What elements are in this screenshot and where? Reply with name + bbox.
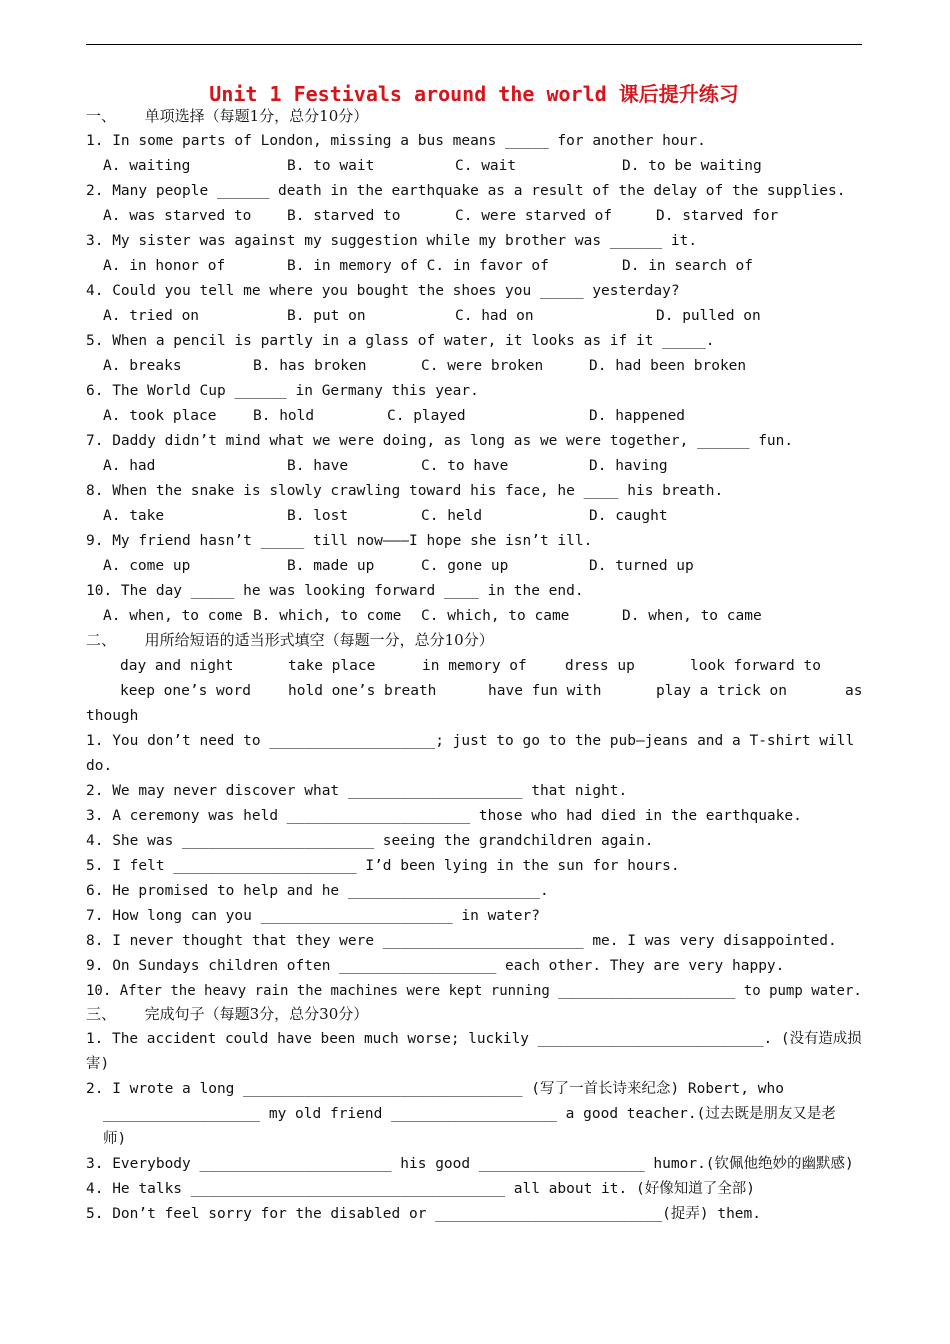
- fill-question-4: 4. She was ______________________ seeing the grandchildren again.: [86, 833, 654, 849]
- option-1a: A. waiting: [103, 158, 191, 174]
- option-1c: C. wait: [455, 158, 517, 174]
- option-1b: B. to wait: [287, 158, 375, 174]
- fill-question-10: 10. After the heavy rain the machines were kept running _____________________ to pump water.: [86, 983, 862, 999]
- question-10: 10. The day _____ he was looking forward ____ in the end.: [86, 583, 584, 599]
- fill-question-8: 8. I never thought that they were _______________________ me. I was very disappointed.: [86, 933, 837, 949]
- question-2: 2. Many people ______ death in the earthquake as a result of the delay of the supplies.: [86, 183, 846, 199]
- option-3a: A. in honor of: [103, 258, 226, 274]
- question-8: 8. When the snake is slowly crawling toward his face, he ____ his breath.: [86, 483, 724, 499]
- option-4c: C. had on: [455, 308, 534, 324]
- option-10d: D. when, to came: [622, 608, 762, 624]
- complete-question-2-cont: __________________ my old friend ___________________ a good teacher.(过去既是朋友又是老: [103, 1106, 836, 1122]
- option-5d: D. had been broken: [589, 358, 747, 374]
- question-5: 5. When a pencil is partly in a glass of water, it looks as if it _____.: [86, 333, 715, 349]
- phrase-box-item: have fun with: [488, 683, 602, 699]
- phrase-box-item: look forward to: [690, 658, 821, 674]
- option-10c: C. which, to came: [421, 608, 570, 624]
- option-9b: B. made up: [287, 558, 375, 574]
- fill-question-1-cont: do.: [86, 758, 113, 774]
- option-8c: C. held: [421, 508, 483, 524]
- fill-question-1: 1. You don’t need to ___________________; just to go to the pub—jeans and a T-shirt will: [86, 733, 855, 749]
- page-title: Unit 1 Festivals around the world 课后提升练习: [209, 82, 739, 106]
- option-1d: D. to be waiting: [622, 158, 762, 174]
- complete-question-2-end: 师): [103, 1131, 127, 1147]
- option-3bc: B. in memory of C. in favor of: [287, 258, 549, 274]
- option-5b: B. has broken: [253, 358, 367, 374]
- option-9d: D. turned up: [589, 558, 694, 574]
- option-6d: D. happened: [589, 408, 686, 424]
- fill-question-6: 6. He promised to help and he ______________________.: [86, 883, 549, 899]
- fill-question-2: 2. We may never discover what ____________________ that night.: [86, 783, 628, 799]
- option-8d: D. caught: [589, 508, 668, 524]
- phrase-box-item: though: [86, 708, 139, 724]
- phrase-box-item: as: [845, 683, 863, 699]
- option-9c: C. gone up: [421, 558, 509, 574]
- section-heading-3: 三、 完成句子（每题3分，总分30分）: [86, 1005, 369, 1023]
- question-9: 9. My friend hasn’t _____ till now———I hope she isn’t ill.: [86, 533, 593, 549]
- phrase-box-item: dress up: [565, 658, 635, 674]
- question-6: 6. The World Cup ______ in Germany this year.: [86, 383, 479, 399]
- fill-question-5: 5. I felt _____________________ I’d been lying in the sun for hours.: [86, 858, 680, 874]
- option-7b: B. have: [287, 458, 349, 474]
- header-rule: [86, 44, 862, 45]
- option-2a: A. was starved to: [103, 208, 252, 224]
- option-7d: D. having: [589, 458, 668, 474]
- option-5a: A. breaks: [103, 358, 182, 374]
- complete-question-5: 5. Don’t feel sorry for the disabled or __________________________(捉弄) them.: [86, 1206, 762, 1222]
- option-7a: A. had: [103, 458, 156, 474]
- option-7c: C. to have: [421, 458, 509, 474]
- complete-question-1: 1. The accident could have been much worse; luckily __________________________. (没有造成损: [86, 1031, 862, 1047]
- option-4b: B. put on: [287, 308, 366, 324]
- phrase-box-item: hold one’s breath: [288, 683, 437, 699]
- option-2c: C. were starved of: [455, 208, 613, 224]
- complete-question-2: 2. I wrote a long ________________________________ (写了一首长诗来纪念) Robert, who: [86, 1081, 784, 1097]
- phrase-box-item: play a trick on: [656, 683, 787, 699]
- option-6c: C. played: [387, 408, 466, 424]
- option-2b: B. starved to: [287, 208, 401, 224]
- question-1: 1. In some parts of London, missing a bus means _____ for another hour.: [86, 133, 706, 149]
- option-4d: D. pulled on: [656, 308, 761, 324]
- section-heading-2: 二、 用所给短语的适当形式填空（每题一分，总分10分）: [86, 631, 494, 649]
- option-6a: A. took place: [103, 408, 217, 424]
- question-4: 4. Could you tell me where you bought the shoes you _____ yesterday?: [86, 283, 680, 299]
- option-3d: D. in search of: [622, 258, 753, 274]
- complete-question-4: 4. He talks ____________________________________ all about it. (好像知道了全部): [86, 1181, 755, 1197]
- section-heading-1: 一、 单项选择（每题1分，总分10分）: [86, 107, 369, 125]
- question-7: 7. Daddy didn’t mind what we were doing, as long as we were together, ______ fun.: [86, 433, 794, 449]
- fill-question-9: 9. On Sundays children often __________________ each other. They are very happy.: [86, 958, 785, 974]
- question-3: 3. My sister was against my suggestion while my brother was ______ it.: [86, 233, 698, 249]
- complete-question-3: 3. Everybody ______________________ his good ___________________ humor.(钦佩他绝妙的幽默感): [86, 1156, 854, 1172]
- option-9a: A. come up: [103, 558, 191, 574]
- phrase-box-item: day and night: [120, 658, 234, 674]
- option-5c: C. were broken: [421, 358, 544, 374]
- phrase-box-item: in memory of: [422, 658, 527, 674]
- complete-question-1-cont: 害): [86, 1056, 110, 1072]
- option-10a: A. when, to come: [103, 608, 243, 624]
- option-8b: B. lost: [287, 508, 349, 524]
- option-6b: B. hold: [253, 408, 315, 424]
- phrase-box-item: take place: [288, 658, 376, 674]
- phrase-box-item: keep one’s word: [120, 683, 251, 699]
- fill-question-7: 7. How long can you ______________________ in water?: [86, 908, 540, 924]
- option-4a: A. tried on: [103, 308, 200, 324]
- option-10b: B. which, to come: [253, 608, 402, 624]
- option-8a: A. take: [103, 508, 165, 524]
- option-2d: D. starved for: [656, 208, 779, 224]
- fill-question-3: 3. A ceremony was held _____________________ those who had died in the earthquake.: [86, 808, 802, 824]
